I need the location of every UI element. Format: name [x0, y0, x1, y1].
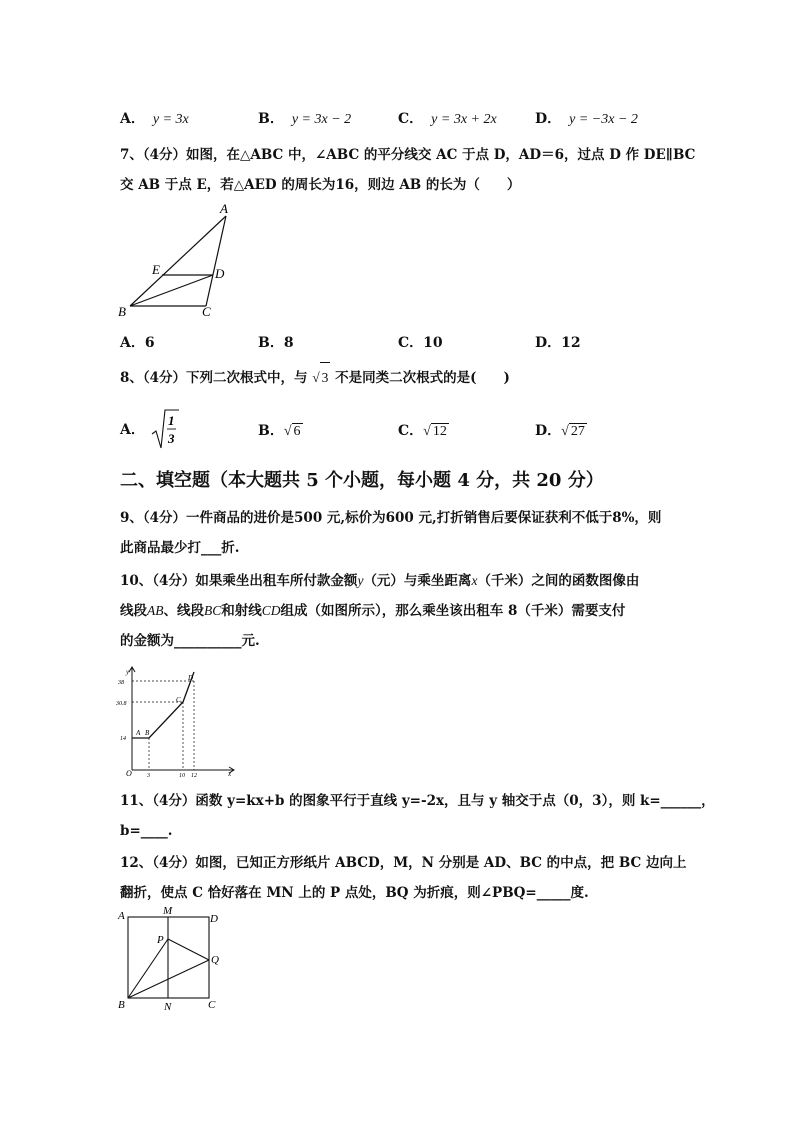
svg-text:10: 10 [179, 773, 185, 778]
question-11 [120, 786, 715, 846]
svg-text:C: C [208, 999, 216, 1011]
question-7 [120, 140, 696, 200]
svg-text:3: 3 [147, 773, 150, 778]
q8-option-d: D．√ 27 [535, 423, 585, 439]
svg-text:12: 12 [191, 773, 197, 778]
q6-option-d: D． y = −3x − 2 [535, 111, 638, 127]
q7-stem-line-2: 交 AB 于点 E，若△AED 的周长为16，则边 AB 的长为（ ） [120, 177, 521, 193]
q7-triangle-figure [112, 198, 242, 320]
svg-text:14: 14 [120, 736, 126, 742]
q8-option-b: B．√ 6 [258, 423, 301, 439]
svg-text:30.8: 30.8 [116, 701, 127, 707]
q11-stem-line-1: 11、（4分）函数 y=kx+b 的图象平行于直线 y=-2x，且与 y 轴交于点（0，3），则 k=______， [120, 793, 715, 809]
svg-text:x: x [228, 770, 232, 778]
q8-option-c: C．√ 12 [398, 423, 447, 439]
q7-label-d: D [215, 266, 225, 281]
question-10: 10、（4分）如果乘坐出租车所付款金额y（元）与乘坐距离x（千米）之间的函数图像由 线段AB、线段BC和射线CD组成（如图所示），那么乘坐该出租车 8（千米）需要支付 的金额为__________元. [120, 573, 640, 649]
q8-stem-after: 不是同类二次根式的是( ) [335, 370, 510, 386]
q8-option-a-radical [149, 408, 179, 450]
svg-text:B: B [118, 999, 125, 1011]
question-9 [120, 503, 680, 563]
q11-stem-line-2: b=____. [120, 823, 173, 839]
svg-text:y: y [126, 668, 130, 676]
svg-text:M: M [163, 906, 173, 917]
q8-stem-radicand: 3 [320, 362, 331, 393]
q9-stem-line-1: 9、（4分）一件商品的进价是500 元,标价为600 元,打折销售后要保证获利不低于8%，则 [120, 510, 662, 526]
svg-text:N: N [164, 1001, 172, 1013]
svg-text:D: D [210, 913, 218, 925]
q7-label-b: B [118, 304, 126, 319]
q6-option-c: C． y = 3x + 2x [398, 111, 497, 127]
svg-text:D: D [188, 674, 194, 682]
svg-text:38: 38 [118, 680, 124, 686]
q7-label-e: E [152, 262, 160, 277]
question-8: 8、（4分）下列二次根式中，与 √ 3 不是同类二次根式的是( ) [120, 362, 680, 393]
q10-graph-figure [116, 664, 240, 778]
q7-option-c: C．10 [398, 335, 443, 351]
svg-text:B: B [145, 729, 150, 737]
q9-stem-line-2: 此商品最少打___折. [120, 540, 240, 556]
q8-stem-before: 8、（4分）下列二次根式中，与 [120, 370, 308, 386]
q7-label-c: C [202, 304, 211, 319]
svg-text:P: P [157, 934, 164, 946]
q6-option-a: A． y = 3x [120, 111, 189, 127]
svg-text:O: O [126, 769, 132, 778]
q7-option-d: D．12 [535, 335, 581, 351]
q7-option-a: A．6 [120, 335, 155, 351]
svg-text:Q: Q [211, 954, 219, 966]
q12-stem-line-2: 翻折，使点 C 恰好落在 MN 上的 P 点处，BQ 为折痕，则∠PBQ=_____度. [120, 885, 589, 901]
q8-option-a: A． 1 3 [120, 408, 179, 450]
q12-square-figure [112, 906, 232, 1014]
q7-option-b: B．8 [258, 335, 294, 351]
svg-text:3: 3 [167, 431, 175, 446]
section-2-title: 二、填空题（本大题共 5 个小题，每小题 4 分，共 20 分） [120, 470, 604, 491]
svg-text:1: 1 [167, 413, 175, 428]
svg-text:A: A [136, 729, 141, 737]
q7-label-a: A [220, 201, 228, 216]
question-12 [120, 848, 687, 908]
svg-text:C: C [176, 696, 181, 704]
q6-option-b: B． y = 3x − 2 [258, 111, 352, 127]
svg-text:A: A [118, 910, 125, 922]
q12-stem-line-1: 12、（4分）如图，已知正方形纸片 ABCD，M，N 分别是 AD、BC 的中点，把 BC 边向上 [120, 855, 687, 871]
q7-stem-line-1: 7、（4分）如图，在△ABC 中，∠ABC 的平分线交 AC 于点 D，AD＝6，过点 D 作 DE∥BC [120, 147, 696, 163]
